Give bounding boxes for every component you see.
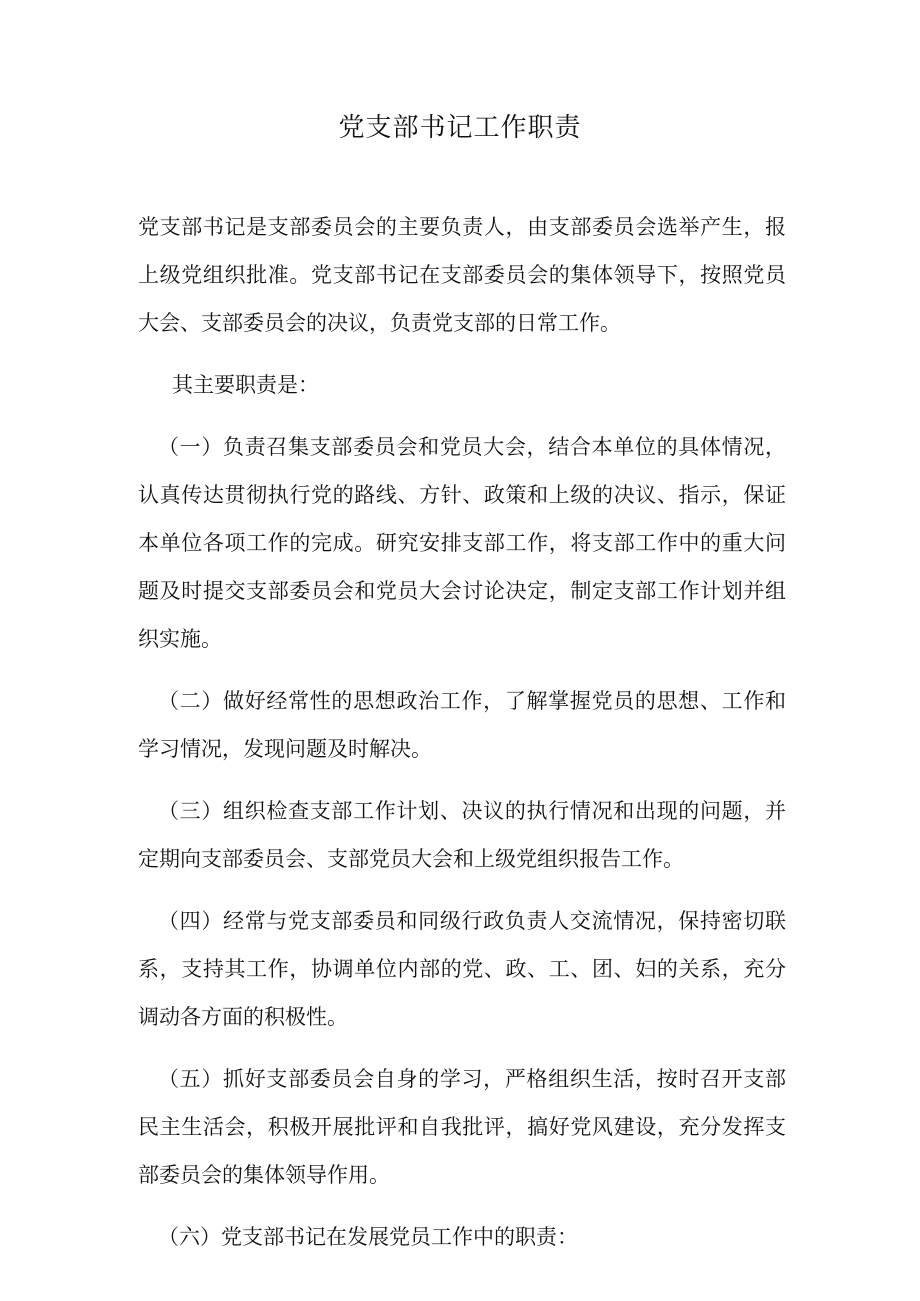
duty-item-5: （五）抓好支部委员会自身的学习，严格组织生活，按时召开支部民主生活会，积极开展批评和自我批评，搞好党风建设，充分发挥支部委员会的集体领导作用。 [138, 1067, 786, 1187]
duty-item-2: （二）做好经常性的思想政治工作，了解掌握党员的思想、工作和学习情况，发现问题及时解决。 [138, 689, 786, 761]
duties-heading: 其主要职责是： [172, 373, 319, 397]
duty-item-1: （一）负责召集支部委员会和党员大会，结合本单位的具体情况，认真传达贯彻执行党的路线、方针、政策和上级的决议、指示，保证本单位各项工作的完成。研究安排支部工作，将支部工作中的重大问题及时提交支部委员会和党员大会讨论决定，制定支部工作计划并组织实施。 [138, 435, 786, 651]
duty-item-3: （三）组织检查支部工作计划、决议的执行情况和出现的问题，并定期向支部委员会、支部党员大会和上级党组织报告工作。 [138, 799, 786, 871]
document-title: 党支部书记工作职责 [338, 113, 582, 143]
duty-item-4: （四）经常与党支部委员和同级行政负责人交流情况，保持密切联系，支持其工作，协调单位内部的党、政、工、团、妇的关系，充分调动各方面的积极性。 [138, 909, 786, 1029]
duty-item-6: （六）党支部书记在发展党员工作中的职责： [158, 1225, 578, 1249]
document-body [138, 203, 786, 1275]
intro-paragraph: 党支部书记是支部委员会的主要负责人，由支部委员会选举产生，报上级党组织批准。党支部书记在支部委员会的集体领导下，按照党员大会、支部委员会的决议，负责党支部的日常工作。 [138, 215, 786, 335]
